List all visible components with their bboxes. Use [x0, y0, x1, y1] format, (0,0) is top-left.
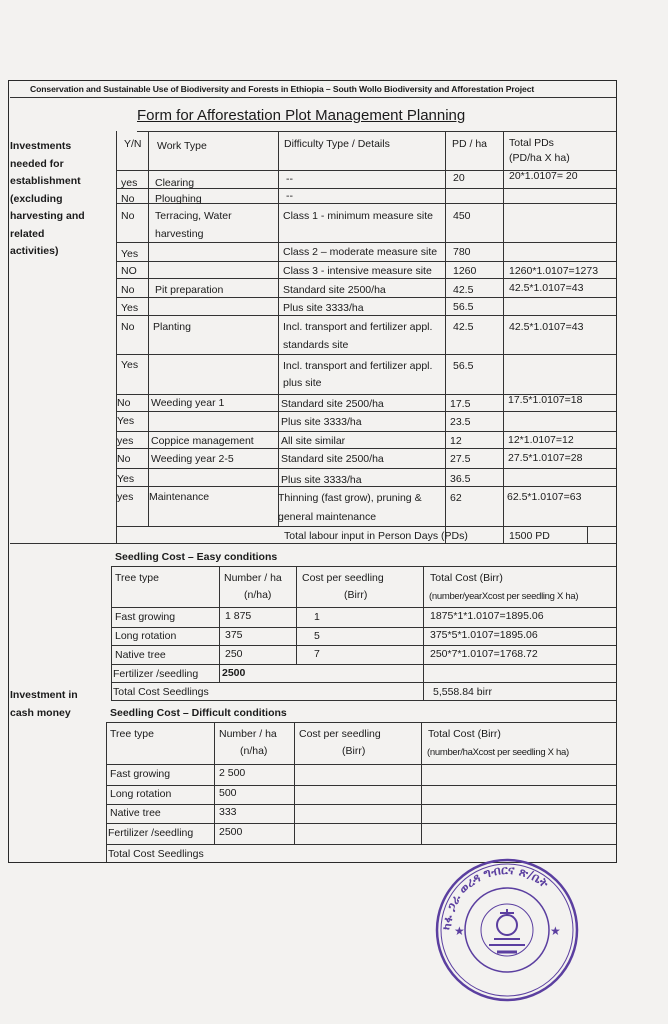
table-cell: Planting	[153, 321, 191, 333]
table-cell: Pit preparation	[155, 284, 224, 296]
table-cell: 56.5	[453, 360, 474, 372]
table-cell: 62	[450, 492, 462, 504]
table-cell: Native tree	[115, 649, 166, 661]
col-header-yn: Y/N	[124, 138, 142, 150]
col-header-total: Total Cost (Birr)	[430, 572, 503, 584]
table-cell: Fertilizer /seedling	[108, 827, 194, 839]
table-cell: 42.5	[453, 321, 474, 333]
table-cell: Incl. transport and fertilizer appl.	[283, 321, 433, 333]
table-cell: 27.5	[450, 453, 471, 465]
table-cell: No	[121, 210, 135, 222]
difficult-title: Seedling Cost – Difficult conditions	[110, 707, 287, 719]
table-cell: 2500	[222, 667, 246, 679]
table-cell: yes	[121, 177, 138, 189]
table-cell: 36.5	[450, 473, 471, 485]
table-cell: No	[121, 321, 135, 333]
table-cell: Yes	[121, 248, 139, 260]
section-investments-label: Investments needed for establishment (excluding harvesting and related activities)	[10, 140, 85, 257]
form-title: Form for Afforestation Plot Management Planning	[137, 107, 466, 124]
easy-title: Seedling Cost – Easy conditions	[115, 551, 278, 563]
easy-total-value: 5,558.84 birr	[433, 686, 492, 698]
col-header-total-sub: (number/haXcost per seedling X ha)	[427, 747, 569, 758]
table-cell: Fast growing	[115, 611, 176, 623]
table-cell: 56.5	[453, 301, 474, 313]
difficult-total-label: Total Cost Seedlings	[108, 848, 204, 860]
table-cell: 375*5*1.0107=1895.06	[430, 629, 538, 641]
table-cell: 27.5*1.0107=28	[508, 452, 583, 464]
table-cell: 1 875	[225, 610, 252, 622]
table-cell: Native tree	[110, 807, 161, 819]
table-cell: Yes	[121, 359, 139, 371]
table-cell: Plus site 3333/ha	[281, 416, 362, 428]
table-cell: 780	[453, 246, 471, 258]
col-header-total: Total Cost (Birr)	[428, 728, 501, 740]
official-seal-stamp	[434, 857, 580, 1003]
table-cell: 17.5*1.0107=18	[508, 394, 583, 406]
table-cell: Plus site 3333/ha	[281, 474, 362, 486]
table-cell: No	[121, 284, 135, 296]
table-cell: Terracing, Water	[155, 210, 232, 222]
table-cell: plus site	[283, 377, 322, 389]
table-cell: Incl. transport and fertilizer appl.	[283, 360, 433, 372]
table-cell: No	[121, 193, 135, 205]
col-header-total-sub: (number/yearXcost per seedling X ha)	[429, 591, 579, 602]
table-cell: Coppice management	[151, 435, 254, 447]
table-cell: 12*1.0107=12	[508, 434, 574, 446]
table-cell: 7	[314, 648, 320, 660]
table-cell: Long rotation	[110, 788, 172, 800]
col-header-difficulty: Difficulty Type / Details	[284, 138, 390, 150]
col-header-number-sub: (n/ha)	[240, 745, 268, 757]
col-header-tree-type: Tree type	[115, 572, 159, 584]
table-cell: 17.5	[450, 398, 471, 410]
col-header-number-sub: (n/ha)	[244, 589, 272, 601]
table-cell: 250	[225, 648, 243, 660]
total-labour-label: Total labour input in Person Days (PDs)	[284, 530, 468, 542]
project-header: Conservation and Sustainable Use of Biodiversity and Forests in Ethiopia – South Wollo Biodiversity and Afforestation Project	[30, 84, 535, 94]
table-cell: general maintenance	[278, 511, 377, 523]
table-cell: No	[117, 453, 131, 465]
table-cell: 62.5*1.0107=63	[507, 491, 582, 503]
table-cell: Weeding year 2-5	[151, 453, 234, 465]
table-cell: harvesting	[155, 228, 204, 240]
svg-text:★: ★	[454, 924, 465, 938]
easy-total-label: Total Cost Seedlings	[113, 686, 209, 698]
col-header-work-type: Work Type	[157, 140, 207, 152]
table-cell: 42.5*1.0107=43	[509, 321, 584, 333]
section-cash-label: Investment in cash money	[10, 689, 78, 719]
table-cell: Clearing	[155, 177, 195, 189]
table-cell: 2500	[219, 826, 243, 838]
table-cell: Weeding year 1	[151, 397, 225, 409]
table-cell: 500	[219, 787, 237, 799]
table-cell: Class 2 – moderate measure site	[283, 246, 438, 258]
table-cell: Yes	[117, 473, 135, 485]
table-cell: Fertilizer /seedling	[113, 668, 199, 680]
table-cell: Yes	[117, 415, 135, 427]
table-cell: Fast growing	[110, 768, 171, 780]
col-header-tree-type: Tree type	[110, 728, 154, 740]
table-cell: Standard site 2500/ha	[281, 453, 384, 465]
svg-text:★: ★	[550, 924, 561, 938]
col-header-number: Number / ha	[219, 728, 277, 740]
col-header-cost-sub: (Birr)	[344, 589, 368, 601]
table-cell: yes	[117, 491, 134, 503]
table-cell: Plus site 3333/ha	[283, 302, 364, 314]
table-cell: 1	[314, 611, 320, 623]
table-cell: 20	[453, 172, 465, 184]
table-cell: No	[117, 397, 131, 409]
table-cell: Standard site 2500/ha	[283, 284, 386, 296]
table-cell: Thinning (fast grow), pruning &	[278, 492, 422, 504]
table-cell: 250*7*1.0107=1768.72	[430, 648, 538, 660]
table-cell: Class 1 - minimum measure site	[283, 210, 433, 222]
table-cell: --	[286, 173, 293, 185]
col-header-number: Number / ha	[224, 572, 282, 584]
table-cell: Standard site 2500/ha	[281, 398, 384, 410]
table-cell: 42.5	[453, 284, 474, 296]
table-cell: 20*1.0107= 20	[509, 170, 578, 182]
svg-text:ካፋ ጋራ ወረዳ ግብርና ጽ/ቤት: ካፋ ጋራ ወረዳ ግብርና ጽ/ቤት	[439, 862, 552, 931]
table-cell: Maintenance	[149, 491, 210, 503]
table-cell: --	[286, 190, 293, 202]
total-labour-value: 1500 PD	[509, 530, 550, 542]
table-cell: 450	[453, 210, 471, 222]
table-cell: 333	[219, 806, 237, 818]
table-cell: NO	[121, 265, 137, 277]
table-cell: Class 3 - intensive measure site	[283, 265, 432, 277]
table-cell: standards site	[283, 339, 349, 351]
col-header-cost: Cost per seedling	[302, 572, 384, 584]
table-cell: 1260	[453, 265, 477, 277]
table-cell: Long rotation	[115, 630, 177, 642]
col-header-cost: Cost per seedling	[299, 728, 381, 740]
table-cell: 1260*1.0107=1273	[509, 265, 599, 277]
table-cell: 12	[450, 435, 462, 447]
table-cell: Yes	[121, 302, 139, 314]
table-cell: Ploughing	[155, 193, 202, 205]
table-cell: yes	[117, 435, 134, 447]
col-header-cost-sub: (Birr)	[342, 745, 366, 757]
col-header-total-pds: Total PDs	[509, 137, 554, 149]
table-cell: 42.5*1.0107=43	[509, 282, 584, 294]
table-cell: All site similar	[281, 435, 346, 447]
col-header-pd-ha: PD / ha	[452, 138, 488, 150]
col-header-total-pds-sub: (PD/ha X ha)	[509, 152, 570, 164]
table-cell: 375	[225, 629, 243, 641]
table-cell: 1875*1*1.0107=1895.06	[430, 610, 544, 622]
table-cell: 23.5	[450, 416, 471, 428]
table-cell: 2 500	[219, 767, 246, 779]
table-cell: 5	[314, 630, 320, 642]
